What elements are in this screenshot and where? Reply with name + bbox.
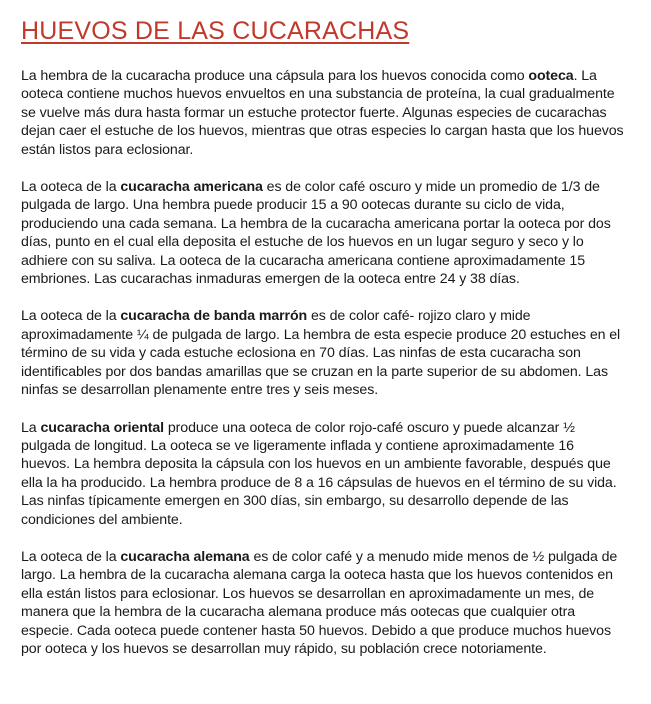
paragraph-text: es de color café oscuro y mide un promedio de 1/3 de pulgada de largo. Una hembra puede producir 15 a 90 ootecas durante su ciclo de vida, produciendo una cada semana. La hembra de la cucaracha americana portar la ooteca por dos días, punto en el cual ella deposita el estuche de los huevos en un lugar seguro y seco y lo adhiere con su saliva. La ooteca de la cucaracha americana contiene aproximadamente 15 embriones. Las cucarachas inmaduras emergen de la ooteca entre 24 y 38 días. <box>21 179 611 288</box>
paragraph-cucaracha-oriental <box>21 419 625 529</box>
paragraph-cucaracha-americana <box>21 178 625 288</box>
paragraph-cucaracha-alemana <box>21 548 625 658</box>
paragraph-text: La <box>21 419 41 436</box>
paragraph-text: La ooteca de la <box>21 308 121 325</box>
bold-term: cucaracha alemana <box>120 548 250 565</box>
page-title: HUEVOS DE LAS CUCARACHAS <box>21 17 410 45</box>
paragraph-text: La ooteca de la <box>21 548 121 565</box>
bold-term: cucaracha americana <box>120 179 263 196</box>
paragraph-text: es de color café- rojizo claro y mide aproximadamente ¼ de pulgada de largo. La hembra de esta especie produce 20 estuches en el término de su vida y cada estuche eclosiona en 70 días. Las ninfas de esta cucaracha son identificables por dos bandas amarillas que se cruzan en la parte superior de su abdomen. Las ninfas se desarrollan plenamente entre tres y seis meses. <box>21 308 621 399</box>
paragraph-cucaracha-banda-marron <box>21 307 625 399</box>
paragraph-text: . La ooteca contiene muchos huevos envueltos en una substancia de proteína, la cual gradualmente se vuelve más dura hasta formar un estuche protector fuerte. Algunas especies de cucarachas dejan caer el estuche de los huevos, mientras que otras especies lo cargan hasta que los huevos están listos para eclosionar. <box>21 68 624 158</box>
bold-term: cucaracha oriental <box>40 419 165 436</box>
bold-term: ooteca <box>528 68 574 84</box>
paragraph-text: La ooteca de la <box>21 179 121 196</box>
paragraph-text: es de color café y a menudo mide menos de ½ pulgada de largo. La hembra de la cucaracha alemana carga la ooteca hasta que los huevos contenidos en ella están listos para eclosionar. Los huevos se desarrollan en aproximadamente un mes, de manera que la hembra de la cucaracha alemana produce más ootecas que cualquier otra especie. Cada ooteca puede contener hasta 50 huevos. Debido a que produce muchos huevos por ooteca y los huevos se desarrollan muy rápido, su población crece notoriamente. <box>21 548 618 657</box>
paragraph-text: produce una ooteca de color rojo-café oscuro y puede alcanzar ½ pulgada de longitud. La ooteca se ve ligeramente inflada y contiene aproximadamente 16 huevos. La hembra deposita la cápsula con los huevos en un ambiente favorable, después que ella la ha producido. La hembra produce de 8 a 16 cápsulas de huevos en el término de su vida. Las ninfas típicamente emergen en 300 días, sin embargo, su desarrollo depende de las condiciones del ambiente. <box>21 419 617 528</box>
paragraph-text: La hembra de la cucaracha produce una cápsula para los huevos conocida como <box>21 68 529 84</box>
paragraph-ooteca <box>21 67 625 159</box>
bold-term: cucaracha de banda marrón <box>120 308 308 325</box>
